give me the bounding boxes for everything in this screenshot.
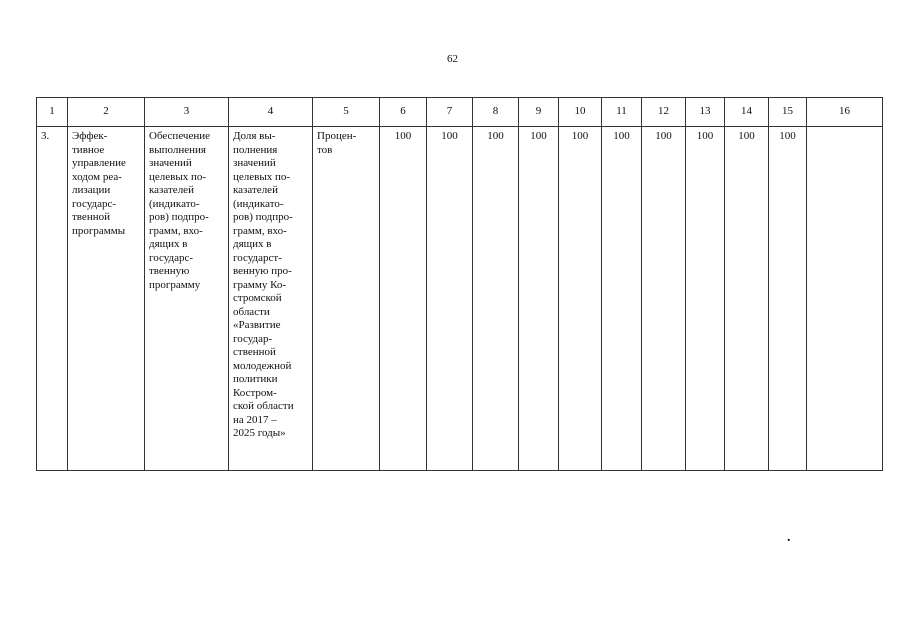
header-cell-7: 7 (427, 98, 473, 127)
value-cell-10: 100 (559, 127, 602, 471)
indicator-table (36, 97, 883, 471)
header-cell-2: 2 (68, 98, 145, 127)
header-cell-14: 14 (725, 98, 769, 127)
value-cell-9: 100 (519, 127, 559, 471)
table-header-row (37, 98, 883, 127)
value-cell-14: 100 (725, 127, 769, 471)
row-index-cell: 3. (37, 127, 68, 471)
header-cell-6: 6 (380, 98, 427, 127)
header-cell-11: 11 (602, 98, 642, 127)
task-cell: Обеспечение выполнения значений целевых по- казателей (индикато- ров) подпро- грамм, вхо- дящих в государс- твенную программу (145, 127, 229, 471)
header-cell-4: 4 (229, 98, 313, 127)
value-cell-13: 100 (686, 127, 725, 471)
goal-cell: Эффек- тивное управление ходом реа- лизации государс- твенной программы (68, 127, 145, 471)
value-cell-12: 100 (642, 127, 686, 471)
table-row (37, 127, 883, 471)
page-number: 62 (447, 53, 458, 65)
header-cell-5: 5 (313, 98, 380, 127)
header-cell-1: 1 (37, 98, 68, 127)
header-cell-3: 3 (145, 98, 229, 127)
header-cell-13: 13 (686, 98, 725, 127)
header-cell-9: 9 (519, 98, 559, 127)
header-cell-16: 16 (807, 98, 883, 127)
value-cell-15: 100 (769, 127, 807, 471)
unit-cell: Процен- тов (313, 127, 380, 471)
indicator-cell: Доля вы- полнения значений целевых по- казателей (индикато- ров) подпро- грамм, вхо- дящих в государст- венную про- грамму Ко- стромской области «Развитие государ- ственной молодежной политики Костром- ской области на 2017 – 2025 годы» (229, 127, 313, 471)
value-cell-7: 100 (427, 127, 473, 471)
header-cell-12: 12 (642, 98, 686, 127)
header-cell-10: 10 (559, 98, 602, 127)
value-cell-8: 100 (473, 127, 519, 471)
header-cell-15: 15 (769, 98, 807, 127)
value-cell-11: 100 (602, 127, 642, 471)
value-cell-16 (807, 127, 883, 471)
header-cell-8: 8 (473, 98, 519, 127)
value-cell-6: 100 (380, 127, 427, 471)
footer-dot: . (787, 530, 791, 545)
